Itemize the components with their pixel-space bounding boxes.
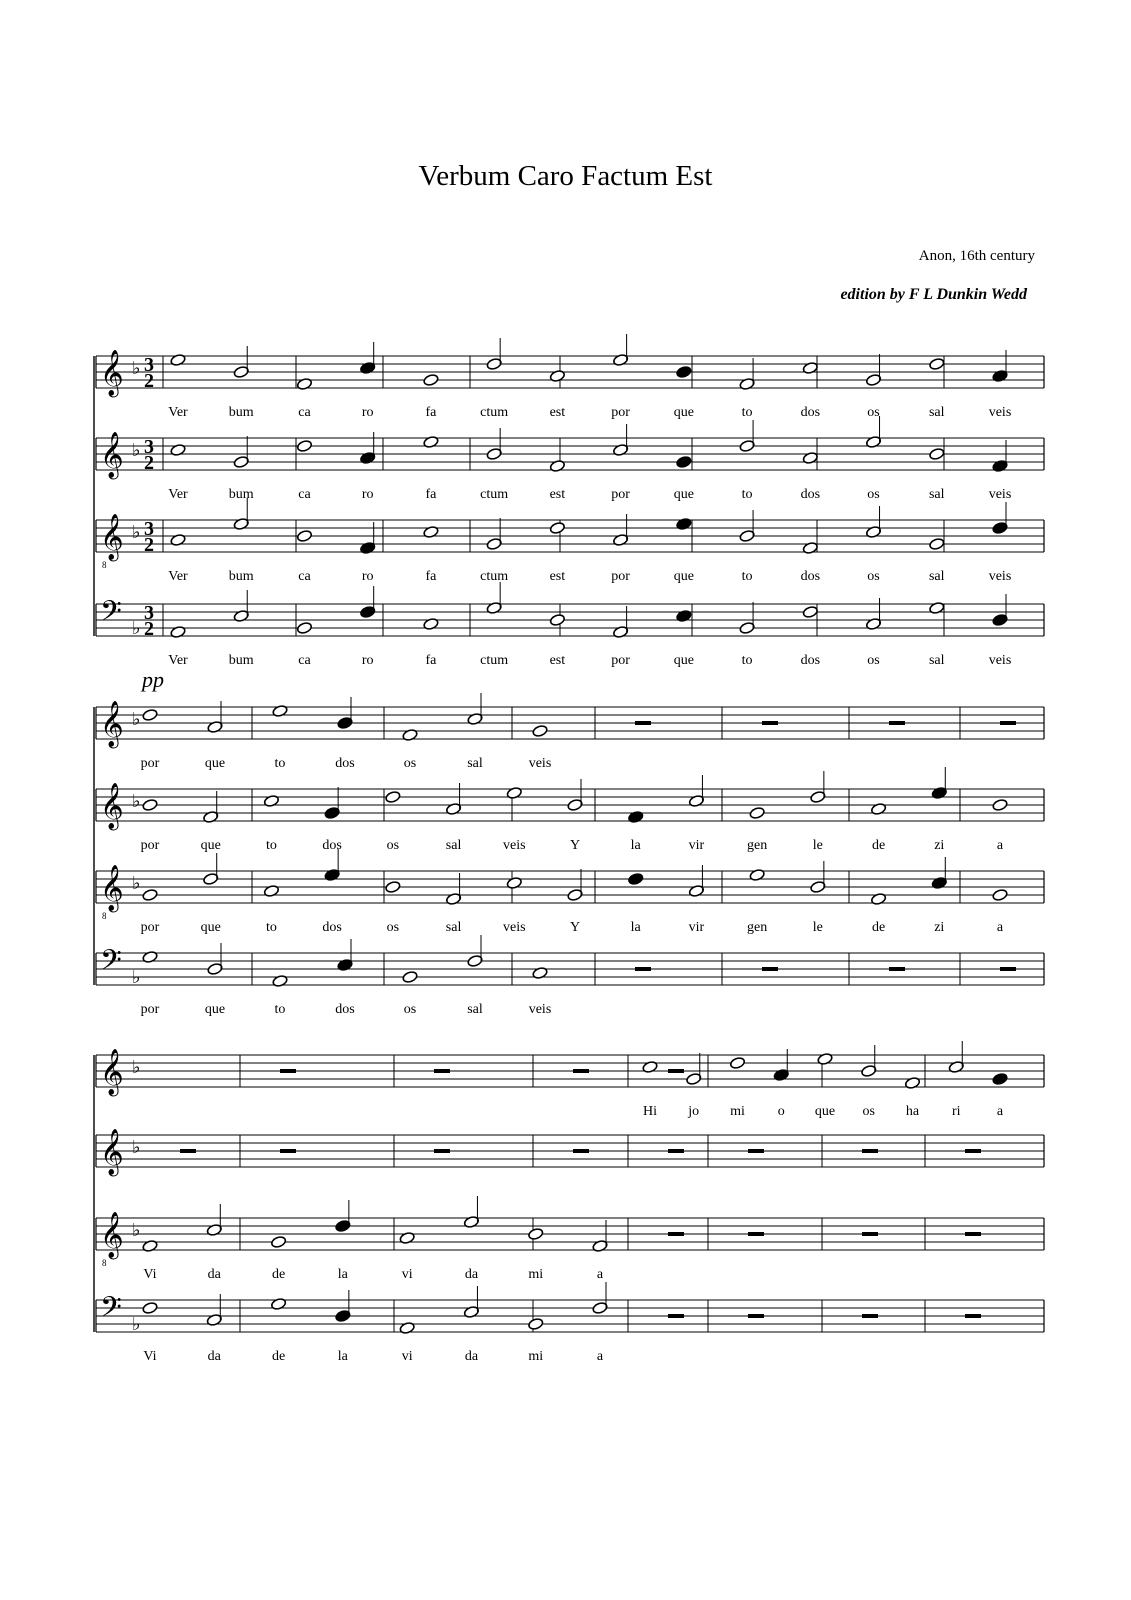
lyric-syllable: que: [204, 756, 226, 771]
whole-rest: [965, 1232, 981, 1236]
lyric-syllable: gen: [747, 920, 768, 935]
lyric-syllable: por: [140, 756, 160, 771]
octave-mark: 8: [102, 911, 107, 921]
whole-rest: [573, 1149, 589, 1153]
notehead: [142, 1239, 158, 1252]
notehead: [142, 798, 158, 811]
staff-2-3: [96, 849, 1044, 935]
lyric-syllable: de: [271, 1267, 286, 1282]
lyric-syllable: da: [464, 1349, 479, 1364]
flat-sign: ♭: [132, 358, 141, 379]
lyric-syllable: da: [207, 1267, 221, 1282]
lyric-syllable: dos: [800, 653, 821, 668]
score-title: Verbum Caro Factum Est: [418, 160, 713, 192]
lyric-syllable: veis: [528, 1002, 552, 1017]
whole-rest: [180, 1149, 196, 1153]
lyric-syllable: que: [673, 569, 694, 584]
lyric-syllable: ca: [298, 569, 311, 584]
octave-mark: 8: [102, 1258, 107, 1268]
notehead: [142, 888, 158, 901]
notehead: [142, 950, 158, 963]
lyric-syllable: vir: [688, 920, 705, 935]
notehead: [817, 1052, 833, 1065]
notehead: [296, 621, 312, 634]
lyric-syllable: a: [996, 838, 1004, 853]
whole-rest: [573, 1069, 589, 1073]
lyric-syllable: fa: [425, 569, 437, 584]
lyric-syllable: que: [200, 920, 221, 935]
lyric-syllable: da: [464, 1267, 479, 1282]
composer-credit: Anon, 16th century: [918, 248, 1035, 264]
time-sig-bottom: 2: [144, 452, 154, 474]
time-sig-top: 3: [144, 354, 154, 376]
notehead: [532, 724, 548, 737]
lyric-syllable: est: [549, 487, 566, 502]
lyric-syllable: mi: [528, 1267, 544, 1282]
lyric-syllable: Ver: [168, 487, 188, 502]
lyric-syllable: bum: [228, 569, 254, 584]
system-3: [94, 1041, 1044, 1364]
notehead: [296, 377, 312, 390]
notehead: [385, 790, 401, 803]
lyric-syllable: jo: [688, 1104, 700, 1119]
notehead: [423, 435, 439, 448]
staff-1-3: [96, 498, 1044, 584]
notehead: [506, 876, 522, 889]
editor-credit: edition by F L Dunkin Wedd: [840, 286, 1027, 303]
lyric-syllable: fa: [425, 487, 437, 502]
whole-rest: [862, 1149, 878, 1153]
lyric-syllable: sal: [928, 405, 945, 420]
flat-sign: ♭: [132, 1057, 141, 1078]
lyric-syllable: sal: [445, 920, 462, 935]
lyric-syllable: a: [996, 920, 1004, 935]
lyric-syllable: vi: [401, 1267, 413, 1282]
time-sig-bottom: 2: [144, 370, 154, 392]
notehead: [170, 443, 186, 456]
lyric-syllable: sal: [928, 487, 945, 502]
lyric-syllable: Vi: [143, 1267, 157, 1282]
whole-rest: [280, 1069, 296, 1073]
lyric-syllable: por: [611, 653, 630, 668]
staff-2-4: [96, 935, 1044, 1017]
lyric-syllable: o: [777, 1104, 785, 1119]
lyric-syllable: por: [140, 838, 160, 853]
treble-clef: 𝄞: [100, 1212, 124, 1258]
notehead: [296, 439, 312, 452]
whole-rest: [889, 721, 905, 725]
treble-clef: 𝄞: [100, 350, 124, 396]
bass-clef: 𝄢: [100, 944, 122, 984]
lyric-syllable: dos: [800, 569, 821, 584]
lyric-syllable: que: [673, 487, 694, 502]
bass-clef: 𝄢: [100, 595, 122, 635]
whole-rest: [668, 1314, 684, 1318]
lyric-syllable: veis: [988, 487, 1012, 502]
notehead: [676, 609, 692, 622]
lyric-syllable: ro: [361, 653, 374, 668]
lyric-syllable: que: [200, 838, 221, 853]
lyric-syllable: sal: [467, 1002, 483, 1017]
lyric-syllable: ri: [951, 1104, 961, 1119]
notehead: [399, 1231, 415, 1244]
time-sig-top: 3: [144, 602, 154, 624]
lyric-syllable: dos: [800, 487, 821, 502]
lyric-syllable: to: [741, 569, 753, 584]
lyric-syllable: sal: [467, 756, 483, 771]
lyric-syllable: to: [741, 405, 753, 420]
treble-clef: 𝄞: [100, 1129, 124, 1175]
lyric-syllable: la: [630, 920, 641, 935]
lyric-syllable: da: [207, 1349, 221, 1364]
notehead: [423, 373, 439, 386]
notehead: [992, 1072, 1008, 1085]
lyric-syllable: to: [741, 487, 753, 502]
whole-rest: [862, 1314, 878, 1318]
lyric-syllable: veis: [503, 838, 526, 853]
lyric-syllable: to: [741, 653, 753, 668]
system-2: [94, 667, 1044, 1017]
notehead: [423, 525, 439, 538]
dynamic-marking: pp: [142, 667, 164, 692]
flat-sign: ♭: [132, 873, 141, 894]
lyric-syllable: veis: [988, 653, 1012, 668]
lyric-syllable: por: [611, 487, 630, 502]
lyric-syllable: sal: [445, 838, 462, 853]
lyric-syllable: ctum: [480, 653, 509, 668]
lyric-syllable: por: [140, 1002, 160, 1017]
lyric-syllable: zi: [934, 920, 945, 935]
lyric-syllable: bum: [228, 653, 254, 668]
treble-clef: 𝄞: [100, 783, 124, 829]
lyric-syllable: veis: [988, 405, 1012, 420]
notehead: [749, 868, 765, 881]
flat-sign: ♭: [132, 709, 141, 730]
notehead: [272, 974, 288, 987]
whole-rest: [748, 1232, 764, 1236]
whole-rest: [965, 1149, 981, 1153]
notehead: [423, 617, 439, 630]
notehead: [676, 365, 692, 378]
lyric-syllable: os: [867, 405, 880, 420]
lyric-syllable: bum: [228, 405, 254, 420]
lyric-syllable: to: [274, 756, 286, 771]
treble-clef: 𝄞: [100, 701, 124, 747]
whole-rest: [748, 1314, 764, 1318]
notehead: [402, 728, 418, 741]
notehead: [549, 613, 565, 626]
notehead: [729, 1056, 745, 1069]
notehead: [506, 786, 522, 799]
lyric-syllable: Ver: [168, 653, 188, 668]
lyric-syllable: Hi: [643, 1104, 657, 1119]
flat-sign: ♭: [132, 791, 141, 812]
lyric-syllable: Y: [569, 920, 581, 935]
lyric-syllable: Vi: [143, 1349, 157, 1364]
lyric-syllable: est: [549, 569, 566, 584]
lyric-syllable: to: [274, 1002, 286, 1017]
whole-rest: [889, 967, 905, 971]
notehead: [676, 455, 692, 468]
lyric-syllable: bum: [228, 487, 254, 502]
lyric-syllable: que: [204, 1002, 226, 1017]
lyric-syllable: por: [140, 920, 160, 935]
lyric-syllable: veis: [988, 569, 1012, 584]
lyric-syllable: ca: [298, 653, 311, 668]
lyric-syllable: vir: [688, 838, 705, 853]
lyric-syllable: la: [630, 838, 641, 853]
lyric-syllable: de: [271, 1349, 286, 1364]
staff-3-4: [96, 1282, 1044, 1364]
notehead: [270, 1235, 286, 1248]
whole-rest: [762, 721, 778, 725]
notehead: [549, 521, 565, 534]
notehead: [296, 529, 312, 542]
lyric-syllable: ctum: [480, 569, 509, 584]
whole-rest: [668, 1149, 684, 1153]
treble-clef: 𝄞: [100, 432, 124, 478]
notehead: [528, 1317, 544, 1330]
notehead: [399, 1321, 415, 1334]
time-sig-top: 3: [144, 518, 154, 540]
lyric-syllable: de: [871, 838, 886, 853]
lyric-syllable: que: [673, 405, 694, 420]
notehead: [642, 1060, 658, 1073]
lyric-syllable: ha: [905, 1104, 920, 1119]
notehead: [628, 810, 644, 823]
notehead: [802, 361, 818, 374]
whole-rest: [635, 967, 651, 971]
notehead: [170, 353, 186, 366]
flat-sign: ♭: [132, 1220, 141, 1241]
notehead: [929, 447, 945, 460]
lyric-syllable: dos: [322, 838, 342, 853]
whole-rest: [635, 721, 651, 725]
lyric-syllable: ctum: [480, 405, 509, 420]
notehead: [802, 541, 818, 554]
notehead: [263, 884, 279, 897]
lyric-syllable: ca: [298, 405, 311, 420]
lyric-syllable: veis: [528, 756, 552, 771]
lyric-syllable: veis: [503, 920, 526, 935]
lyric-syllable: que: [673, 653, 694, 668]
lyric-syllable: os: [403, 1002, 417, 1017]
whole-rest: [668, 1232, 684, 1236]
whole-rest: [668, 1069, 684, 1073]
flat-sign: ♭: [132, 967, 141, 988]
notehead: [142, 708, 158, 721]
lyric-syllable: a: [596, 1349, 604, 1364]
notehead: [272, 704, 288, 717]
lyric-syllable: to: [265, 838, 277, 853]
notehead: [870, 892, 886, 905]
lyric-syllable: mi: [528, 1349, 544, 1364]
time-sig-top: 3: [144, 436, 154, 458]
lyric-syllable: ro: [361, 569, 374, 584]
notehead: [402, 970, 418, 983]
notehead: [142, 1301, 158, 1314]
whole-rest: [862, 1232, 878, 1236]
staff-3-3: [96, 1196, 1044, 1282]
lyric-syllable: Y: [569, 838, 581, 853]
notehead: [749, 806, 765, 819]
lyric-syllable: zi: [934, 838, 945, 853]
whole-rest: [965, 1314, 981, 1318]
system-1: [94, 334, 1044, 668]
staff-1-1: [96, 334, 1044, 420]
staff-3-1: [96, 1041, 1044, 1119]
lyric-syllable: dos: [335, 756, 355, 771]
whole-rest: [748, 1149, 764, 1153]
notehead: [628, 872, 644, 885]
notehead: [802, 605, 818, 618]
lyric-syllable: dos: [322, 920, 342, 935]
lyric-syllable: mi: [730, 1104, 745, 1119]
flat-sign: ♭: [132, 1137, 141, 1158]
treble-clef: 𝄞: [100, 514, 124, 560]
lyric-syllable: os: [867, 653, 880, 668]
lyric-syllable: Ver: [168, 569, 188, 584]
lyric-syllable: est: [549, 653, 566, 668]
notehead: [532, 966, 548, 979]
whole-rest: [1000, 967, 1016, 971]
octave-mark: 8: [102, 560, 107, 570]
staff-2-2: [96, 767, 1044, 853]
notehead: [802, 451, 818, 464]
lyric-syllable: dos: [800, 405, 821, 420]
whole-rest: [434, 1069, 450, 1073]
lyric-syllable: os: [867, 487, 880, 502]
time-sig-bottom: 2: [144, 618, 154, 640]
lyric-syllable: dos: [335, 1002, 355, 1017]
lyric-syllable: sal: [928, 653, 945, 668]
whole-rest: [1000, 721, 1016, 725]
lyric-syllable: a: [996, 1104, 1004, 1119]
treble-clef: 𝄞: [100, 1049, 124, 1095]
flat-sign: ♭: [132, 618, 141, 639]
notehead: [929, 601, 945, 614]
whole-rest: [762, 967, 778, 971]
lyric-syllable: est: [549, 405, 566, 420]
staff-2-1: [96, 693, 1044, 771]
notehead: [549, 369, 565, 382]
lyric-syllable: os: [862, 1104, 875, 1119]
treble-clef: 𝄞: [100, 865, 124, 911]
lyric-syllable: la: [337, 1349, 348, 1364]
notehead: [870, 802, 886, 815]
lyric-syllable: ctum: [480, 487, 509, 502]
flat-sign: ♭: [132, 440, 141, 461]
notehead: [904, 1076, 920, 1089]
lyric-syllable: to: [265, 920, 277, 935]
lyric-syllable: le: [812, 920, 823, 935]
lyric-syllable: a: [596, 1267, 604, 1282]
lyric-syllable: fa: [425, 405, 437, 420]
lyric-syllable: ro: [361, 487, 374, 502]
notehead: [385, 880, 401, 893]
staff-1-2: [96, 416, 1044, 502]
notehead: [549, 459, 565, 472]
lyric-syllable: ca: [298, 487, 311, 502]
notehead: [992, 888, 1008, 901]
lyric-syllable: la: [337, 1267, 348, 1282]
lyric-syllable: os: [867, 569, 880, 584]
lyric-syllable: que: [814, 1104, 836, 1119]
whole-rest: [434, 1149, 450, 1153]
lyric-syllable: por: [611, 569, 630, 584]
lyric-syllable: ro: [361, 405, 374, 420]
lyric-syllable: por: [611, 405, 630, 420]
lyric-syllable: Ver: [168, 405, 188, 420]
notehead: [929, 357, 945, 370]
notehead: [929, 537, 945, 550]
lyric-syllable: os: [386, 838, 400, 853]
lyric-syllable: os: [403, 756, 417, 771]
lyric-syllable: le: [812, 838, 823, 853]
notehead: [992, 798, 1008, 811]
lyric-syllable: de: [871, 920, 886, 935]
lyric-syllable: vi: [401, 1349, 413, 1364]
lyric-syllable: gen: [747, 838, 768, 853]
bass-clef: 𝄢: [100, 1291, 122, 1331]
notehead: [270, 1297, 286, 1310]
notehead: [170, 625, 186, 638]
lyric-syllable: fa: [425, 653, 437, 668]
time-sig-bottom: 2: [144, 534, 154, 556]
lyric-syllable: os: [386, 920, 400, 935]
notehead: [528, 1227, 544, 1240]
notehead: [170, 533, 186, 546]
lyric-syllable: sal: [928, 569, 945, 584]
whole-rest: [280, 1149, 296, 1153]
staff-1-4: [96, 582, 1044, 668]
flat-sign: ♭: [132, 1314, 141, 1335]
notehead: [676, 517, 692, 530]
staff-3-2: [96, 1129, 1044, 1177]
notehead: [263, 794, 279, 807]
flat-sign: ♭: [132, 522, 141, 543]
